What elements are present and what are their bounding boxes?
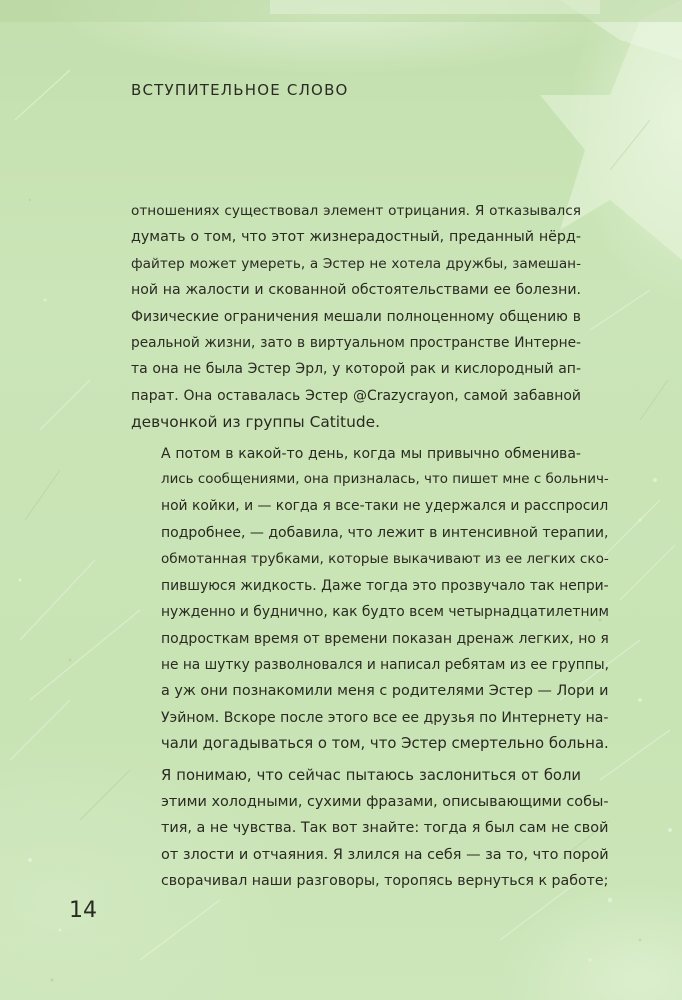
text-line: тия, а не чувства. Так вот знайте: тогда я был сам не свой — [161, 820, 609, 837]
text-line: пившуюся жидкость. Даже тогда это прозвучало так непри- — [161, 577, 609, 594]
text-line: сворачивал наши разговоры, торопясь вернуться к работе; — [161, 873, 609, 890]
text-line: обмотанная трубками, которые выкачивают из ее легких ско- — [161, 551, 609, 568]
page-number: 14 — [69, 898, 97, 923]
paragraph — [131, 198, 581, 436]
text-line: подросткам время от времени показан дренаж легких, но я — [161, 630, 609, 647]
body-text — [131, 198, 609, 895]
text-line: ной койки, и — когда я все-таки не удержался и расспросил — [161, 498, 609, 515]
running-header: ВСТУПИТЕЛЬНОЕ СЛОВО — [131, 81, 349, 99]
paragraph — [131, 441, 609, 758]
text-line: а уж они познакомили меня с родителями Эстер — Лори и — [161, 683, 609, 700]
text-line: этими холодными, сухими фразами, описывающими собы- — [161, 793, 609, 810]
text-line: подробнее, — добавила, что лежит в интенсивной терапии, — [161, 524, 609, 541]
text-line: девчонкой из группы Catitude. — [131, 413, 380, 432]
text-line: нужденно и буднично, как будто всем четырнадцатилетним — [161, 604, 609, 621]
paragraph — [131, 763, 609, 895]
text-line: лись сообщениями, она призналась, что пишет мне с больнич- — [161, 472, 609, 488]
text-line: та она не была Эстер Эрл, у которой рак и кислородный ап- — [131, 361, 581, 378]
text-line: А потом в какой-то день, когда мы привычно обменива- — [161, 445, 581, 462]
text-line: от злости и отчаяния. Я злился на себя — за то, что порой — [161, 846, 609, 863]
text-line: ной на жалости и скованной обстоятельствами ее болезни. — [131, 282, 581, 299]
text-line: Уэйном. Вскоре после этого все ее друзья по Интернету на- — [161, 709, 609, 726]
text-line: думать о том, что этот жизнерадостный, преданный нёрд- — [131, 229, 581, 246]
text-line: чали догадываться о том, что Эстер смертельно больна. — [161, 735, 609, 753]
text-line: реальной жизни, зато в виртуальном пространстве Интерне- — [131, 335, 581, 352]
text-line: парат. Она оставалась Эстер @Crazycrayon, самой забавной — [131, 387, 581, 404]
text-line: файтер может умереть, а Эстер не хотела дружбы, замешан- — [131, 255, 581, 272]
text-line: не на шутку разволновался и написал ребятам из ее группы, — [161, 656, 609, 673]
text-line: Я понимаю, что сейчас пытаюсь заслониться от боли — [161, 766, 581, 784]
text-line: отношениях существовал элемент отрицания. Я отказывался — [131, 203, 581, 219]
text-line: Физические ограничения мешали полноценному общению в — [131, 308, 581, 325]
